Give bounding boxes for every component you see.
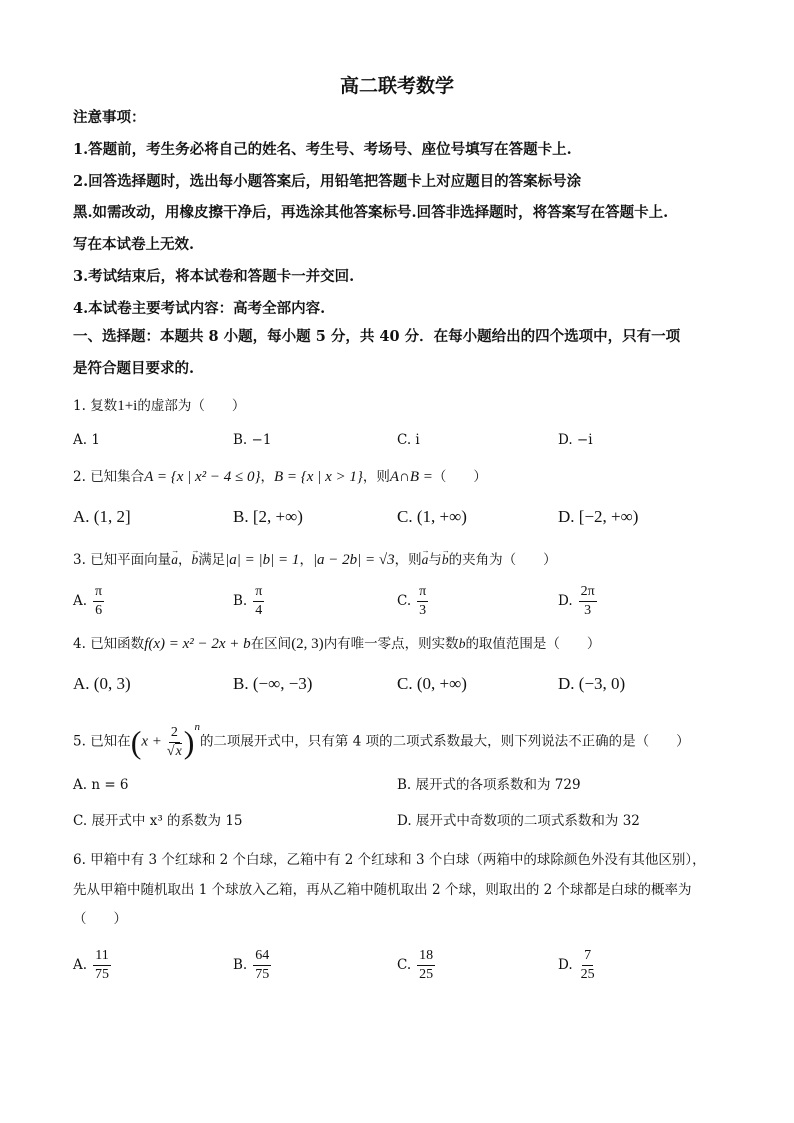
q1-option-b: B. −1 bbox=[233, 432, 272, 448]
option-label: D. bbox=[558, 593, 573, 609]
condition-2: |a − 2b| = √3 bbox=[312, 552, 395, 568]
option-label: B. bbox=[233, 957, 248, 973]
vector-a: → a bbox=[171, 550, 178, 570]
numerator: 7 bbox=[582, 948, 593, 966]
denominator: 3 bbox=[584, 603, 592, 618]
question-text: ， bbox=[299, 552, 313, 568]
q1-option-a: A. 1 bbox=[73, 432, 100, 448]
question-text: ， bbox=[177, 552, 192, 568]
q2-option-a: A. (1, 2] bbox=[73, 507, 131, 526]
denominator: 6 bbox=[95, 603, 103, 618]
q6-option-b bbox=[233, 948, 271, 983]
numerator: 2π bbox=[579, 584, 597, 602]
q2-option-c: C. (1, +∞) bbox=[397, 507, 467, 526]
q5-option-a: A. n = 6 bbox=[73, 777, 129, 793]
question-6-line1: 6. 甲箱中有 3 个红球和 2 个白球，乙箱中有 2 个红球和 3 个白球（两箱中的球除颜色外没有其他区别）， bbox=[73, 852, 706, 868]
numerator: π bbox=[93, 584, 104, 602]
fraction bbox=[579, 948, 597, 983]
question-text: ，则 bbox=[394, 552, 422, 568]
fraction bbox=[417, 584, 428, 619]
question-number: 2. bbox=[73, 469, 86, 485]
q3-option-a bbox=[73, 584, 104, 619]
note-3: 3.考试结束后，将本试卷和答题卡一并交回. bbox=[73, 268, 355, 285]
q4-option-b: B. (−∞, −3) bbox=[233, 674, 313, 693]
question-number: 3. bbox=[73, 552, 86, 568]
question-6-line3: （ ） bbox=[73, 911, 127, 927]
option-label: C. bbox=[397, 593, 412, 609]
q1-option-c: C. i bbox=[397, 432, 420, 448]
math-expression: 1+i bbox=[117, 398, 138, 414]
question-text: 的夹角为（ ） bbox=[448, 552, 557, 568]
set-a: A = {x | x² − 4 ≤ 0} bbox=[144, 469, 261, 485]
question-number: 5. bbox=[73, 733, 86, 750]
numerator: 18 bbox=[417, 948, 435, 966]
vector-a: → a bbox=[422, 550, 429, 570]
q5-option-c: C. 展开式中 x³ 的系数为 15 bbox=[73, 813, 243, 829]
q2-option-d: D. [−2, +∞) bbox=[558, 507, 639, 526]
q2-option-b: B. [2, +∞) bbox=[233, 507, 303, 526]
fraction bbox=[579, 584, 597, 619]
q4-option-c: C. (0, +∞) bbox=[397, 674, 467, 693]
page-title: 高二联考数学 bbox=[339, 75, 454, 97]
question-text: 满足 bbox=[198, 552, 226, 568]
fraction bbox=[93, 948, 111, 983]
question-text: 已知集合 bbox=[90, 469, 145, 485]
q5-option-b: B. 展开式的各项系数和为 729 bbox=[397, 777, 581, 793]
q1-option-d: D. −i bbox=[558, 432, 593, 448]
question-text: 复数 bbox=[90, 398, 118, 414]
radicand: x bbox=[175, 743, 182, 759]
vector-b: → b bbox=[442, 550, 449, 570]
denominator: 25 bbox=[419, 967, 434, 982]
denominator: 3 bbox=[419, 603, 427, 618]
question-text: 已知函数 bbox=[90, 636, 145, 652]
interval: (2, 3) bbox=[291, 636, 324, 652]
note-4: 4.本试卷主要考试内容：高考全部内容. bbox=[73, 300, 326, 317]
note-2b: 黑.如需改动，用橡皮擦干净后，再选涂其他答案标号.回答非选择题时，将答案写在答题卡上. bbox=[73, 204, 669, 221]
numerator: 64 bbox=[253, 948, 271, 966]
option-label: A. bbox=[73, 957, 88, 973]
denominator: 75 bbox=[255, 967, 270, 982]
q3-option-d bbox=[558, 584, 597, 619]
option-label: B. bbox=[233, 593, 248, 609]
q6-option-d bbox=[558, 948, 597, 983]
question-text: 已知在 bbox=[90, 733, 131, 750]
section-heading-line2: 是符合题目要求的. bbox=[73, 360, 195, 377]
q4-option-d: D. (−3, 0) bbox=[558, 674, 626, 693]
numerator: 11 bbox=[93, 948, 110, 966]
exponent: n bbox=[194, 721, 200, 733]
fraction bbox=[253, 948, 271, 983]
function-expression: f(x) = x² − 2x + b bbox=[144, 636, 251, 652]
question-text: （ ） bbox=[432, 469, 487, 485]
question-text: 在区间 bbox=[250, 636, 292, 652]
question-number: 4. bbox=[73, 636, 86, 652]
question-5-stem bbox=[73, 716, 690, 763]
note-1: 1.答题前，考生务必将自己的姓名、考生号、考场号、座位号填写在答题卡上. bbox=[73, 141, 572, 158]
note-2a: 2.回答选择题时，选出每小题答案后，用铅笔把答题卡上对应题目的答案标号涂 bbox=[73, 173, 582, 190]
right-paren: ) bbox=[183, 724, 195, 760]
question-4-stem bbox=[73, 634, 600, 654]
fraction bbox=[417, 948, 435, 983]
question-3-stem bbox=[73, 550, 557, 570]
note-2c: 写在本试卷上无效. bbox=[73, 236, 195, 253]
math-expression: A∩B = bbox=[389, 469, 433, 485]
question-text: 的虚部为（ ） bbox=[137, 398, 246, 414]
set-b: B = {x | x > 1} bbox=[274, 469, 363, 485]
question-number: 1. bbox=[73, 398, 86, 414]
q6-option-a bbox=[73, 948, 111, 983]
q6-option-c bbox=[397, 948, 435, 983]
question-text: 的二项展开式中，只有第 4 项的二项式系数最大，则下列说法不正确的是（ ） bbox=[199, 733, 690, 750]
question-text: 内有唯一零点，则实数 bbox=[323, 636, 459, 652]
variable: b bbox=[458, 636, 466, 651]
section-heading-line1: 一、选择题：本题共 8 小题，每小题 5 分，共 40 分．在每小题给出的四个选项中，只有一项 bbox=[73, 328, 681, 345]
denominator: 75 bbox=[95, 967, 110, 982]
question-text: 与 bbox=[428, 552, 442, 568]
fraction bbox=[165, 725, 184, 760]
left-paren: ( bbox=[130, 724, 142, 760]
vector-b: → b bbox=[191, 550, 198, 570]
q3-option-b bbox=[233, 584, 264, 619]
condition-1: |a| = |b| = 1 bbox=[225, 552, 300, 568]
question-text: ， bbox=[260, 469, 274, 485]
option-label: C. bbox=[397, 957, 412, 973]
question-6-line2: 先从甲箱中随机取出 1 个球放入乙箱，再从乙箱中随机取出 2 个球，则取出的 2 个球都是白球的概率为 bbox=[73, 882, 692, 898]
notes-heading: 注意事项： bbox=[73, 109, 146, 126]
numerator: π bbox=[417, 584, 428, 602]
binomial-term: x + bbox=[141, 733, 162, 750]
denominator: 4 bbox=[255, 603, 263, 618]
option-label: D. bbox=[558, 957, 573, 973]
q5-option-d: D. 展开式中奇数项的二项式系数和为 32 bbox=[397, 813, 640, 829]
numerator: 2 bbox=[169, 725, 180, 743]
q3-option-c bbox=[397, 584, 428, 619]
denominator: 25 bbox=[580, 967, 595, 982]
numerator: π bbox=[253, 584, 264, 602]
q4-option-a: A. (0, 3) bbox=[73, 674, 131, 693]
question-2-stem bbox=[73, 467, 487, 487]
question-text: 的取值范围是（ ） bbox=[465, 636, 601, 652]
fraction bbox=[253, 584, 264, 619]
question-text: 已知平面向量 bbox=[90, 552, 172, 568]
denominator: √x bbox=[166, 743, 182, 759]
question-1-stem bbox=[73, 396, 245, 416]
question-text: ，则 bbox=[362, 469, 390, 485]
option-label: A. bbox=[73, 593, 88, 609]
fraction bbox=[93, 584, 104, 619]
